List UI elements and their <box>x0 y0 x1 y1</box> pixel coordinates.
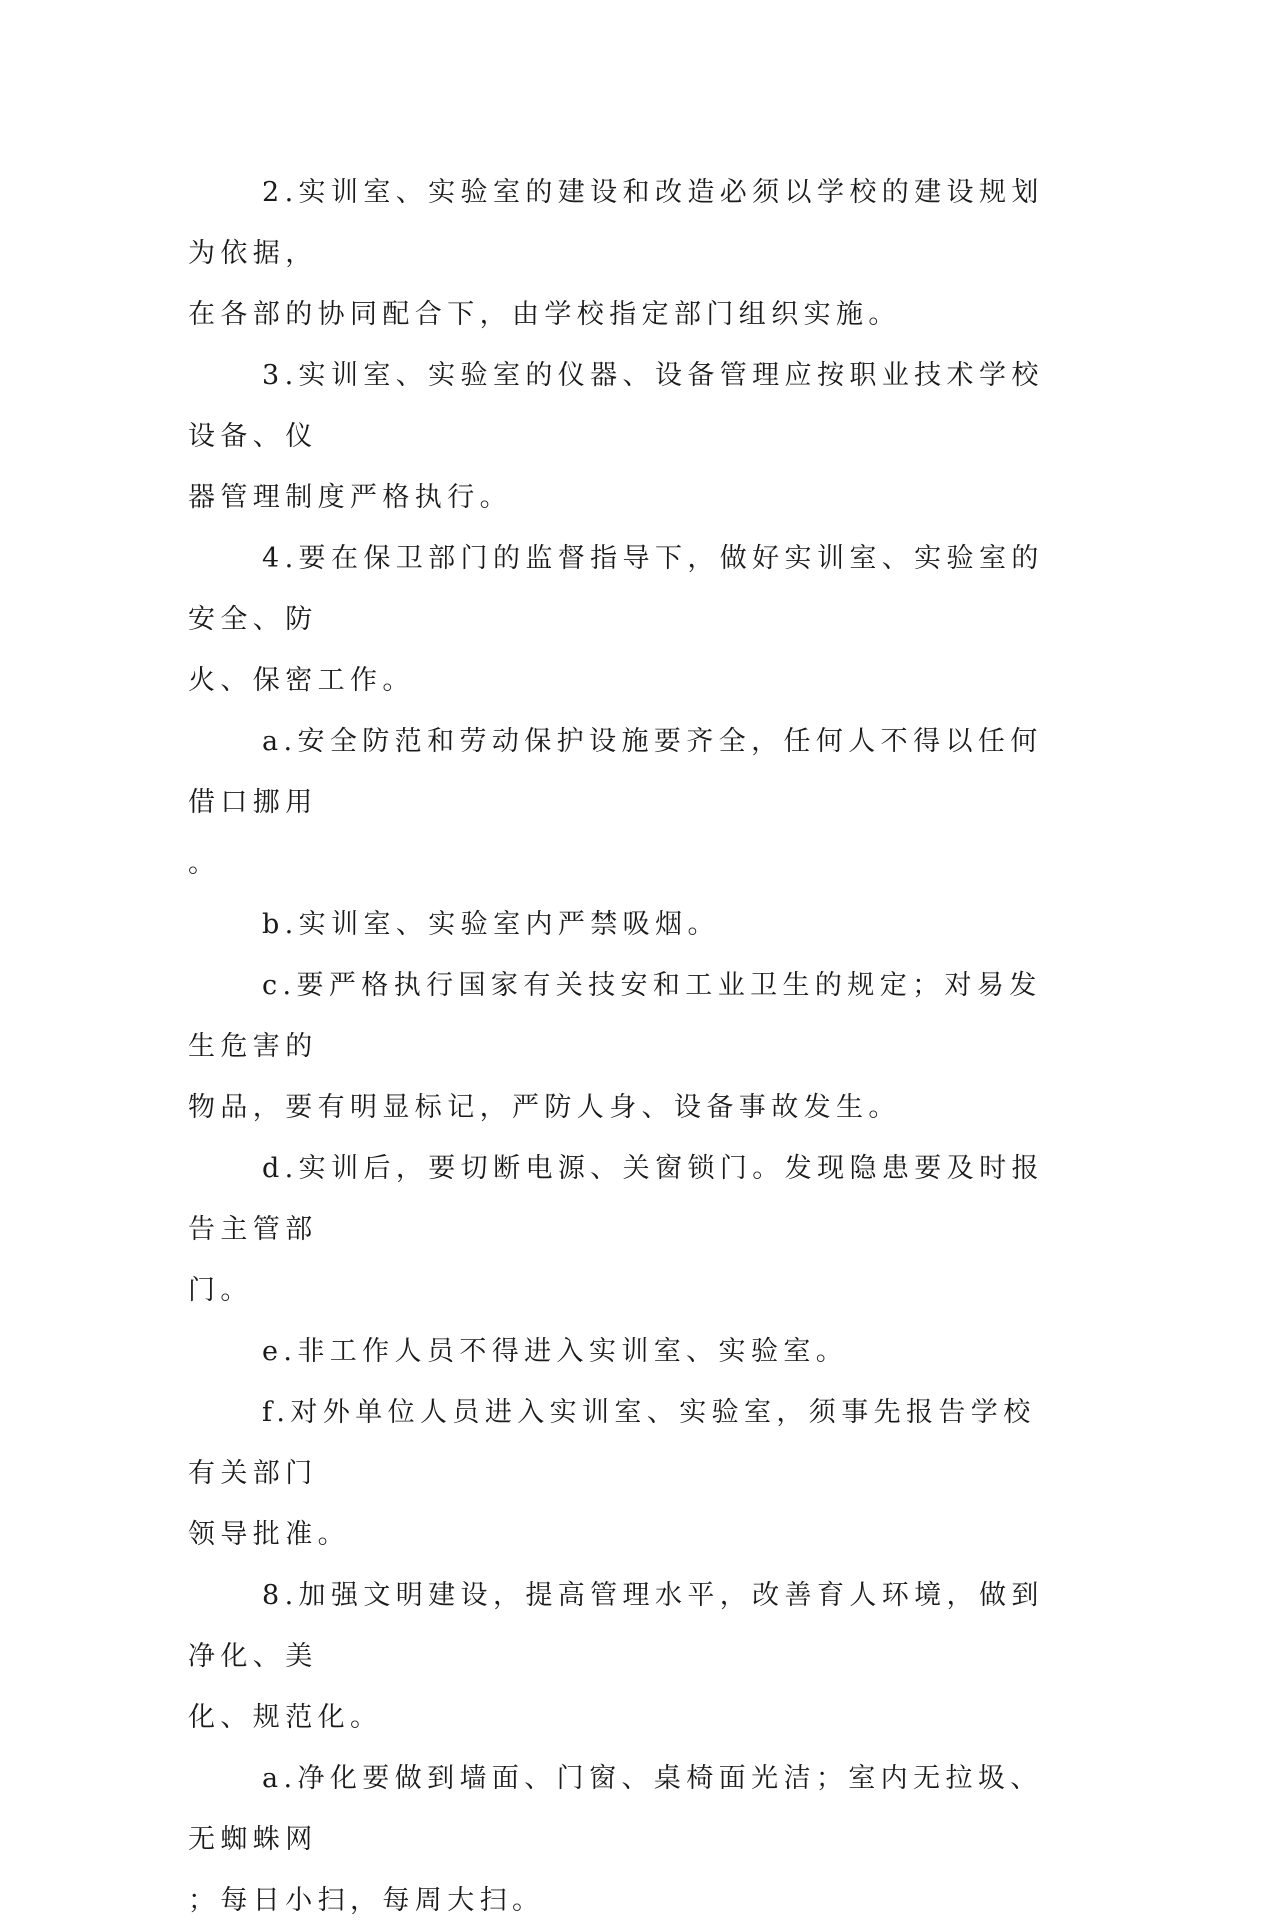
paragraph-subitem-a-cleaning: a.净化要做到墙面、门窗、桌椅面光洁；室内无拉圾、无蜘蛛网 ；每日小扫，每周大扫。 <box>188 1763 1043 1916</box>
paragraph-subitem-a: a.安全防范和劳动保护设施要齐全，任何人不得以任何借口挪用 。 <box>188 726 1043 879</box>
paragraph-item-8: 8.加强文明建设，提高管理水平，改善育人环境，做到净化、美 化、规范化。 <box>188 1580 1044 1733</box>
document-body <box>188 162 1058 1931</box>
paragraph-item-4: 4.要在保卫部门的监督指导下，做好实训室、实验室的安全、防 火、保密工作。 <box>188 543 1044 696</box>
paragraph-subitem-d: d.实训后，要切断电源、关窗锁门。发现隐患要及时报告主管部 门。 <box>188 1153 1044 1306</box>
paragraph-subitem-e: e.非工作人员不得进入实训室、实验室。 <box>262 1336 849 1367</box>
paragraph-item-2: 2.实训室、实验室的建设和改造必须以学校的建设规划为依据， 在各部的协同配合下，由学校指定部门组织实施。 <box>188 177 1044 330</box>
paragraph-subitem-b: b.实训室、实验室内严禁吸烟。 <box>262 909 720 940</box>
paragraph-subitem-c: c.要严格执行国家有关技安和工业卫生的规定；对易发生危害的 物品，要有明显标记，严防人身、设备事故发生。 <box>188 970 1042 1123</box>
paragraph-subitem-f: f.对外单位人员进入实训室、实验室，须事先报告学校有关部门 领导批准。 <box>188 1397 1036 1550</box>
paragraph-item-3: 3.实训室、实验室的仪器、设备管理应按职业技术学校设备、仪 器管理制度严格执行。 <box>188 360 1044 513</box>
